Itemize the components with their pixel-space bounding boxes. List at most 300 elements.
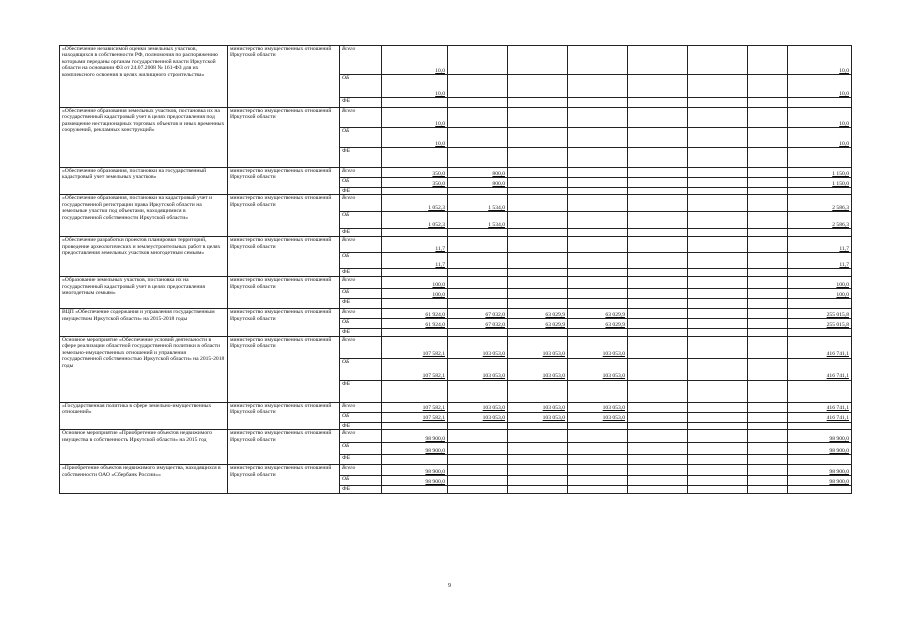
funding-source-cell: ФБ bbox=[340, 422, 382, 429]
funding-source-cell: ФБ bbox=[340, 269, 382, 277]
year-amount-cell bbox=[688, 108, 748, 128]
year-amount-cell: 67 032,0 bbox=[448, 309, 508, 319]
table-row bbox=[60, 465, 852, 476]
table-row bbox=[60, 430, 852, 443]
year-amount-cell: 103 053,0 bbox=[508, 402, 568, 412]
year-amount-cell bbox=[628, 455, 688, 465]
year-amount-cell bbox=[688, 98, 748, 108]
year-amount-cell: 103 053,0 bbox=[568, 358, 628, 380]
year-amount-cell bbox=[688, 178, 748, 188]
year-amount-cell bbox=[748, 212, 788, 229]
year-amount-cell bbox=[628, 212, 688, 229]
year-amount-cell bbox=[628, 168, 688, 178]
total-amount-cell: 416 741,1 bbox=[788, 358, 852, 380]
responsible-org-cell: министерство имущественных отношений Иркутской области bbox=[228, 46, 340, 108]
year-amount-cell: 10,0 bbox=[382, 75, 448, 98]
year-amount-cell bbox=[748, 188, 788, 195]
total-amount-cell: 416 741,1 bbox=[788, 336, 852, 358]
activity-name-cell: «Приобретение объектов недвижимого имущества, находящихся в собственности ОАО «Сбербанк России»» bbox=[60, 465, 228, 493]
year-amount-cell bbox=[448, 465, 508, 476]
year-amount-cell bbox=[628, 465, 688, 476]
funding-source-cell: Всего bbox=[340, 277, 382, 289]
year-amount-cell bbox=[568, 299, 628, 309]
year-amount-cell: 103 053,0 bbox=[448, 336, 508, 358]
year-amount-cell bbox=[568, 229, 628, 237]
year-amount-cell bbox=[748, 465, 788, 476]
year-amount-cell bbox=[448, 289, 508, 299]
funding-source-cell: ФБ bbox=[340, 148, 382, 168]
year-amount-cell bbox=[448, 299, 508, 309]
year-amount-cell: 103 053,0 bbox=[508, 412, 568, 422]
year-amount-cell bbox=[628, 329, 688, 336]
year-amount-cell bbox=[748, 289, 788, 299]
year-amount-cell bbox=[628, 188, 688, 195]
year-amount-cell bbox=[568, 128, 628, 148]
year-amount-cell bbox=[748, 128, 788, 148]
funding-source-cell: ОБ bbox=[340, 75, 382, 98]
year-amount-cell bbox=[628, 289, 688, 299]
year-amount-cell bbox=[508, 299, 568, 309]
total-amount-cell bbox=[788, 269, 852, 277]
year-amount-cell bbox=[688, 237, 748, 253]
year-amount-cell bbox=[688, 336, 748, 358]
year-amount-cell bbox=[508, 148, 568, 168]
year-amount-cell bbox=[568, 430, 628, 443]
year-amount-cell bbox=[628, 229, 688, 237]
year-amount-cell bbox=[448, 75, 508, 98]
year-amount-cell bbox=[508, 253, 568, 269]
year-amount-cell bbox=[448, 269, 508, 277]
year-amount-cell: 107 582,1 bbox=[382, 412, 448, 422]
total-amount-cell bbox=[788, 299, 852, 309]
year-amount-cell bbox=[688, 319, 748, 329]
year-amount-cell bbox=[748, 277, 788, 289]
total-amount-cell bbox=[788, 455, 852, 465]
year-amount-cell: 67 032,0 bbox=[448, 319, 508, 329]
year-amount-cell bbox=[688, 128, 748, 148]
year-amount-cell bbox=[688, 329, 748, 336]
year-amount-cell bbox=[508, 128, 568, 148]
year-amount-cell bbox=[448, 108, 508, 128]
funding-source-cell: ФБ bbox=[340, 329, 382, 336]
year-amount-cell: 61 924,0 bbox=[382, 309, 448, 319]
year-amount-cell: 103 053,0 bbox=[448, 358, 508, 380]
responsible-org-cell: министерство имущественных отношений Иркутской области bbox=[228, 277, 340, 309]
total-amount-cell: 11,7 bbox=[788, 237, 852, 253]
year-amount-cell bbox=[382, 486, 448, 493]
year-amount-cell: 103 053,0 bbox=[448, 402, 508, 412]
year-amount-cell bbox=[688, 168, 748, 178]
year-amount-cell: 1 052,3 bbox=[382, 212, 448, 229]
total-amount-cell: 10,0 bbox=[788, 75, 852, 98]
year-amount-cell bbox=[508, 476, 568, 486]
year-amount-cell bbox=[448, 253, 508, 269]
year-amount-cell bbox=[688, 277, 748, 289]
funding-source-cell: ФБ bbox=[340, 229, 382, 237]
year-amount-cell: 63 029,9 bbox=[568, 309, 628, 319]
year-amount-cell bbox=[382, 269, 448, 277]
year-amount-cell bbox=[448, 380, 508, 402]
year-amount-cell bbox=[508, 108, 568, 128]
year-amount-cell bbox=[382, 188, 448, 195]
year-amount-cell bbox=[748, 412, 788, 422]
year-amount-cell bbox=[628, 358, 688, 380]
year-amount-cell bbox=[448, 237, 508, 253]
responsible-org-cell: министерство имущественных отношений Иркутской области bbox=[228, 402, 340, 429]
year-amount-cell bbox=[628, 46, 688, 75]
funding-source-cell: ФБ bbox=[340, 188, 382, 195]
year-amount-cell bbox=[688, 476, 748, 486]
table-row bbox=[60, 195, 852, 212]
responsible-org-cell: министерство имущественных отношений Иркутской области bbox=[228, 336, 340, 402]
year-amount-cell bbox=[568, 178, 628, 188]
year-amount-cell bbox=[448, 229, 508, 237]
responsible-org-cell: министерство имущественных отношений Иркутской области bbox=[228, 237, 340, 277]
responsible-org-cell: министерство имущественных отношений Иркутской области bbox=[228, 309, 340, 336]
year-amount-cell bbox=[568, 422, 628, 429]
year-amount-cell: 63 029,9 bbox=[508, 319, 568, 329]
total-amount-cell: 10,0 bbox=[788, 128, 852, 148]
year-amount-cell bbox=[448, 128, 508, 148]
activity-name-cell: «Государственная политика в сфере земельно-имущественных отношений» bbox=[60, 402, 228, 429]
year-amount-cell bbox=[508, 289, 568, 299]
year-amount-cell: 10,0 bbox=[382, 108, 448, 128]
year-amount-cell: 1 052,3 bbox=[382, 195, 448, 212]
funding-source-cell: ОБ bbox=[340, 253, 382, 269]
activity-name-cell: «Обеспечение разработки проектов планировки территорий, проведение археологических и землеустроительных работ в целях предоставления земельных участков многодетным семьям» bbox=[60, 237, 228, 277]
year-amount-cell bbox=[748, 402, 788, 412]
total-amount-cell bbox=[788, 329, 852, 336]
activity-name-cell: «Обеспечение образования земельных участков, постановка их на государственный кадастровый учет в целях предоставления под размещение нестационарных торговых объектов и иных временных сооружений, рекламных конструкций» bbox=[60, 108, 228, 168]
year-amount-cell: 11,7 bbox=[382, 253, 448, 269]
total-amount-cell: 11,7 bbox=[788, 253, 852, 269]
year-amount-cell bbox=[568, 46, 628, 75]
year-amount-cell bbox=[448, 422, 508, 429]
year-amount-cell: 107 582,1 bbox=[382, 358, 448, 380]
year-amount-cell bbox=[628, 319, 688, 329]
year-amount-cell bbox=[628, 486, 688, 493]
year-amount-cell bbox=[568, 188, 628, 195]
year-amount-cell bbox=[382, 455, 448, 465]
funding-source-cell: Всего bbox=[340, 465, 382, 476]
year-amount-cell bbox=[628, 380, 688, 402]
funding-source-cell: ФБ bbox=[340, 380, 382, 402]
funding-source-cell: Всего bbox=[340, 430, 382, 443]
year-amount-cell bbox=[568, 465, 628, 476]
total-amount-cell bbox=[788, 380, 852, 402]
year-amount-cell bbox=[748, 319, 788, 329]
funding-source-cell: ОБ bbox=[340, 358, 382, 380]
year-amount-cell bbox=[568, 108, 628, 128]
year-amount-cell bbox=[382, 229, 448, 237]
year-amount-cell bbox=[628, 430, 688, 443]
year-amount-cell bbox=[748, 46, 788, 75]
total-amount-cell: 100,0 bbox=[788, 277, 852, 289]
year-amount-cell bbox=[688, 443, 748, 455]
funding-table bbox=[59, 45, 852, 494]
year-amount-cell bbox=[688, 380, 748, 402]
year-amount-cell bbox=[508, 443, 568, 455]
total-amount-cell: 1 150,0 bbox=[788, 168, 852, 178]
year-amount-cell bbox=[748, 108, 788, 128]
year-amount-cell: 100,0 bbox=[382, 277, 448, 289]
year-amount-cell bbox=[448, 486, 508, 493]
year-amount-cell bbox=[508, 178, 568, 188]
total-amount-cell: 100,0 bbox=[788, 289, 852, 299]
year-amount-cell bbox=[448, 98, 508, 108]
year-amount-cell: 350,0 bbox=[382, 178, 448, 188]
funding-source-cell: ФБ bbox=[340, 455, 382, 465]
year-amount-cell bbox=[748, 237, 788, 253]
year-amount-cell bbox=[508, 188, 568, 195]
year-amount-cell bbox=[628, 269, 688, 277]
funding-source-cell: Всего bbox=[340, 402, 382, 412]
year-amount-cell bbox=[748, 75, 788, 98]
year-amount-cell bbox=[748, 195, 788, 212]
year-amount-cell bbox=[628, 253, 688, 269]
year-amount-cell bbox=[568, 486, 628, 493]
year-amount-cell bbox=[628, 148, 688, 168]
year-amount-cell: 103 053,0 bbox=[568, 402, 628, 412]
year-amount-cell bbox=[628, 237, 688, 253]
year-amount-cell bbox=[508, 237, 568, 253]
year-amount-cell bbox=[448, 277, 508, 289]
year-amount-cell bbox=[568, 98, 628, 108]
year-amount-cell bbox=[568, 75, 628, 98]
year-amount-cell bbox=[748, 229, 788, 237]
funding-source-cell: ОБ bbox=[340, 289, 382, 299]
year-amount-cell bbox=[508, 422, 568, 429]
total-amount-cell: 98 900,0 bbox=[788, 476, 852, 486]
year-amount-cell: 63 029,9 bbox=[568, 319, 628, 329]
funding-source-cell: ФБ bbox=[340, 98, 382, 108]
year-amount-cell: 1 534,0 bbox=[448, 195, 508, 212]
total-amount-cell bbox=[788, 148, 852, 168]
activity-name-cell: Основное мероприятие «Обеспечение условий деятельности в сфере реализации областной государственной политики в области земельно-имущественных отношений и управления государственной собственностью Иркутской области» на 2015-2018 годы bbox=[60, 336, 228, 402]
total-amount-cell bbox=[788, 229, 852, 237]
total-amount-cell: 10,0 bbox=[788, 108, 852, 128]
year-amount-cell bbox=[688, 412, 748, 422]
year-amount-cell bbox=[748, 309, 788, 319]
year-amount-cell bbox=[688, 422, 748, 429]
year-amount-cell bbox=[568, 269, 628, 277]
total-amount-cell: 255 015,8 bbox=[788, 309, 852, 319]
year-amount-cell bbox=[508, 430, 568, 443]
year-amount-cell bbox=[448, 476, 508, 486]
funding-source-cell: ОБ bbox=[340, 412, 382, 422]
year-amount-cell bbox=[688, 188, 748, 195]
responsible-org-cell: министерство имущественных отношений Иркутской области bbox=[228, 108, 340, 168]
year-amount-cell: 107 582,1 bbox=[382, 336, 448, 358]
year-amount-cell bbox=[628, 75, 688, 98]
year-amount-cell bbox=[508, 455, 568, 465]
year-amount-cell bbox=[688, 309, 748, 319]
total-amount-cell bbox=[788, 188, 852, 195]
year-amount-cell bbox=[508, 98, 568, 108]
year-amount-cell bbox=[628, 309, 688, 319]
responsible-org-cell: министерство имущественных отношений Иркутской области bbox=[228, 465, 340, 493]
year-amount-cell: 107 582,1 bbox=[382, 402, 448, 412]
year-amount-cell bbox=[568, 168, 628, 178]
funding-source-cell: ОБ bbox=[340, 443, 382, 455]
year-amount-cell: 10,0 bbox=[382, 128, 448, 148]
year-amount-cell: 11,7 bbox=[382, 237, 448, 253]
year-amount-cell: 800,0 bbox=[448, 168, 508, 178]
funding-source-cell: Всего bbox=[340, 336, 382, 358]
total-amount-cell: 255 015,8 bbox=[788, 319, 852, 329]
year-amount-cell bbox=[508, 465, 568, 476]
year-amount-cell bbox=[508, 195, 568, 212]
year-amount-cell bbox=[748, 269, 788, 277]
year-amount-cell bbox=[568, 277, 628, 289]
year-amount-cell bbox=[688, 46, 748, 75]
year-amount-cell bbox=[628, 412, 688, 422]
table-row bbox=[60, 336, 852, 358]
year-amount-cell bbox=[568, 253, 628, 269]
year-amount-cell bbox=[688, 269, 748, 277]
year-amount-cell: 103 053,0 bbox=[448, 412, 508, 422]
activity-name-cell: Основное мероприятие «Приобретение объектов недвижимого имущества в собственность Иркутской области» на 2015 год bbox=[60, 430, 228, 465]
year-amount-cell bbox=[508, 229, 568, 237]
year-amount-cell bbox=[568, 289, 628, 299]
year-amount-cell bbox=[688, 455, 748, 465]
year-amount-cell bbox=[568, 329, 628, 336]
year-amount-cell bbox=[508, 277, 568, 289]
year-amount-cell bbox=[628, 277, 688, 289]
funding-source-cell: Всего bbox=[340, 309, 382, 319]
year-amount-cell: 98 900,0 bbox=[382, 443, 448, 455]
year-amount-cell bbox=[628, 422, 688, 429]
activity-name-cell: «Обеспечение независимой оценки земельных участков, находящихся в собственности РФ, полномочия по распоряжению которыми переданы органам государственной власти Иркутской области на основании ФЗ от 24.07.2008 № 161-ФЗ для их комплексного освоения в целях жилищного строительства» bbox=[60, 46, 228, 108]
year-amount-cell bbox=[688, 75, 748, 98]
year-amount-cell bbox=[748, 455, 788, 465]
funding-source-cell: Всего bbox=[340, 108, 382, 128]
year-amount-cell bbox=[382, 329, 448, 336]
total-amount-cell: 2 586,3 bbox=[788, 195, 852, 212]
year-amount-cell bbox=[748, 476, 788, 486]
year-amount-cell: 98 900,0 bbox=[382, 430, 448, 443]
year-amount-cell bbox=[688, 229, 748, 237]
year-amount-cell bbox=[688, 430, 748, 443]
page-number: 9 bbox=[448, 583, 451, 589]
year-amount-cell bbox=[748, 178, 788, 188]
funding-source-cell: ОБ bbox=[340, 319, 382, 329]
year-amount-cell bbox=[748, 358, 788, 380]
table-row bbox=[60, 237, 852, 253]
year-amount-cell bbox=[688, 465, 748, 476]
total-amount-cell: 10,0 bbox=[788, 46, 852, 75]
year-amount-cell bbox=[688, 289, 748, 299]
year-amount-cell bbox=[568, 237, 628, 253]
year-amount-cell bbox=[382, 422, 448, 429]
year-amount-cell bbox=[382, 380, 448, 402]
year-amount-cell bbox=[748, 380, 788, 402]
funding-source-cell: ФБ bbox=[340, 486, 382, 493]
table-row bbox=[60, 309, 852, 319]
year-amount-cell: 350,0 bbox=[382, 168, 448, 178]
year-amount-cell: 63 029,9 bbox=[508, 309, 568, 319]
year-amount-cell bbox=[448, 148, 508, 168]
total-amount-cell bbox=[788, 486, 852, 493]
year-amount-cell bbox=[448, 46, 508, 75]
activity-name-cell: «Обеспечение образования, постановки на кадастровый учет и государственной регистрации права Иркутской области на земельные участки под объектами, находящимися в государственной собственности Иркутской области» bbox=[60, 195, 228, 237]
total-amount-cell: 98 900,0 bbox=[788, 430, 852, 443]
year-amount-cell bbox=[448, 329, 508, 336]
total-amount-cell: 416 741,1 bbox=[788, 412, 852, 422]
total-amount-cell: 98 900,0 bbox=[788, 443, 852, 455]
year-amount-cell bbox=[688, 402, 748, 412]
funding-source-cell: ОБ bbox=[340, 476, 382, 486]
year-amount-cell bbox=[748, 253, 788, 269]
table-row bbox=[60, 46, 852, 75]
year-amount-cell bbox=[748, 299, 788, 309]
year-amount-cell: 100,0 bbox=[382, 289, 448, 299]
year-amount-cell bbox=[508, 486, 568, 493]
year-amount-cell: 103 053,0 bbox=[568, 412, 628, 422]
funding-source-cell: ОБ bbox=[340, 128, 382, 148]
year-amount-cell bbox=[508, 329, 568, 336]
year-amount-cell bbox=[508, 168, 568, 178]
total-amount-cell bbox=[788, 422, 852, 429]
funding-source-cell: ОБ bbox=[340, 178, 382, 188]
table-row bbox=[60, 402, 852, 412]
year-amount-cell bbox=[508, 380, 568, 402]
year-amount-cell bbox=[382, 299, 448, 309]
year-amount-cell bbox=[568, 455, 628, 465]
year-amount-cell bbox=[748, 148, 788, 168]
year-amount-cell bbox=[382, 148, 448, 168]
total-amount-cell bbox=[788, 98, 852, 108]
year-amount-cell bbox=[688, 358, 748, 380]
year-amount-cell bbox=[628, 476, 688, 486]
year-amount-cell: 10,0 bbox=[382, 46, 448, 75]
year-amount-cell bbox=[568, 148, 628, 168]
year-amount-cell bbox=[628, 128, 688, 148]
year-amount-cell: 103 053,0 bbox=[568, 336, 628, 358]
year-amount-cell bbox=[748, 98, 788, 108]
year-amount-cell bbox=[568, 476, 628, 486]
year-amount-cell: 1 534,0 bbox=[448, 212, 508, 229]
year-amount-cell bbox=[628, 299, 688, 309]
year-amount-cell bbox=[508, 212, 568, 229]
year-amount-cell bbox=[628, 98, 688, 108]
funding-source-cell: ФБ bbox=[340, 299, 382, 309]
total-amount-cell: 2 586,3 bbox=[788, 212, 852, 229]
total-amount-cell: 98 900,0 bbox=[788, 465, 852, 476]
year-amount-cell: 800,0 bbox=[448, 178, 508, 188]
activity-name-cell: «Образование земельных участков, постановка их на государственный кадастровый учет в целях предоставления многодетным семьям» bbox=[60, 277, 228, 309]
year-amount-cell bbox=[688, 148, 748, 168]
year-amount-cell bbox=[508, 75, 568, 98]
year-amount-cell bbox=[628, 195, 688, 212]
year-amount-cell bbox=[568, 380, 628, 402]
table-row bbox=[60, 108, 852, 128]
funding-source-cell: Всего bbox=[340, 195, 382, 212]
year-amount-cell bbox=[448, 430, 508, 443]
year-amount-cell: 103 053,0 bbox=[508, 358, 568, 380]
year-amount-cell bbox=[748, 168, 788, 178]
year-amount-cell bbox=[628, 108, 688, 128]
year-amount-cell bbox=[628, 178, 688, 188]
year-amount-cell bbox=[748, 430, 788, 443]
year-amount-cell bbox=[628, 402, 688, 412]
year-amount-cell bbox=[568, 443, 628, 455]
responsible-org-cell: министерство имущественных отношений Иркутской области bbox=[228, 168, 340, 195]
year-amount-cell bbox=[688, 253, 748, 269]
year-amount-cell bbox=[688, 486, 748, 493]
year-amount-cell bbox=[748, 329, 788, 336]
year-amount-cell bbox=[748, 486, 788, 493]
